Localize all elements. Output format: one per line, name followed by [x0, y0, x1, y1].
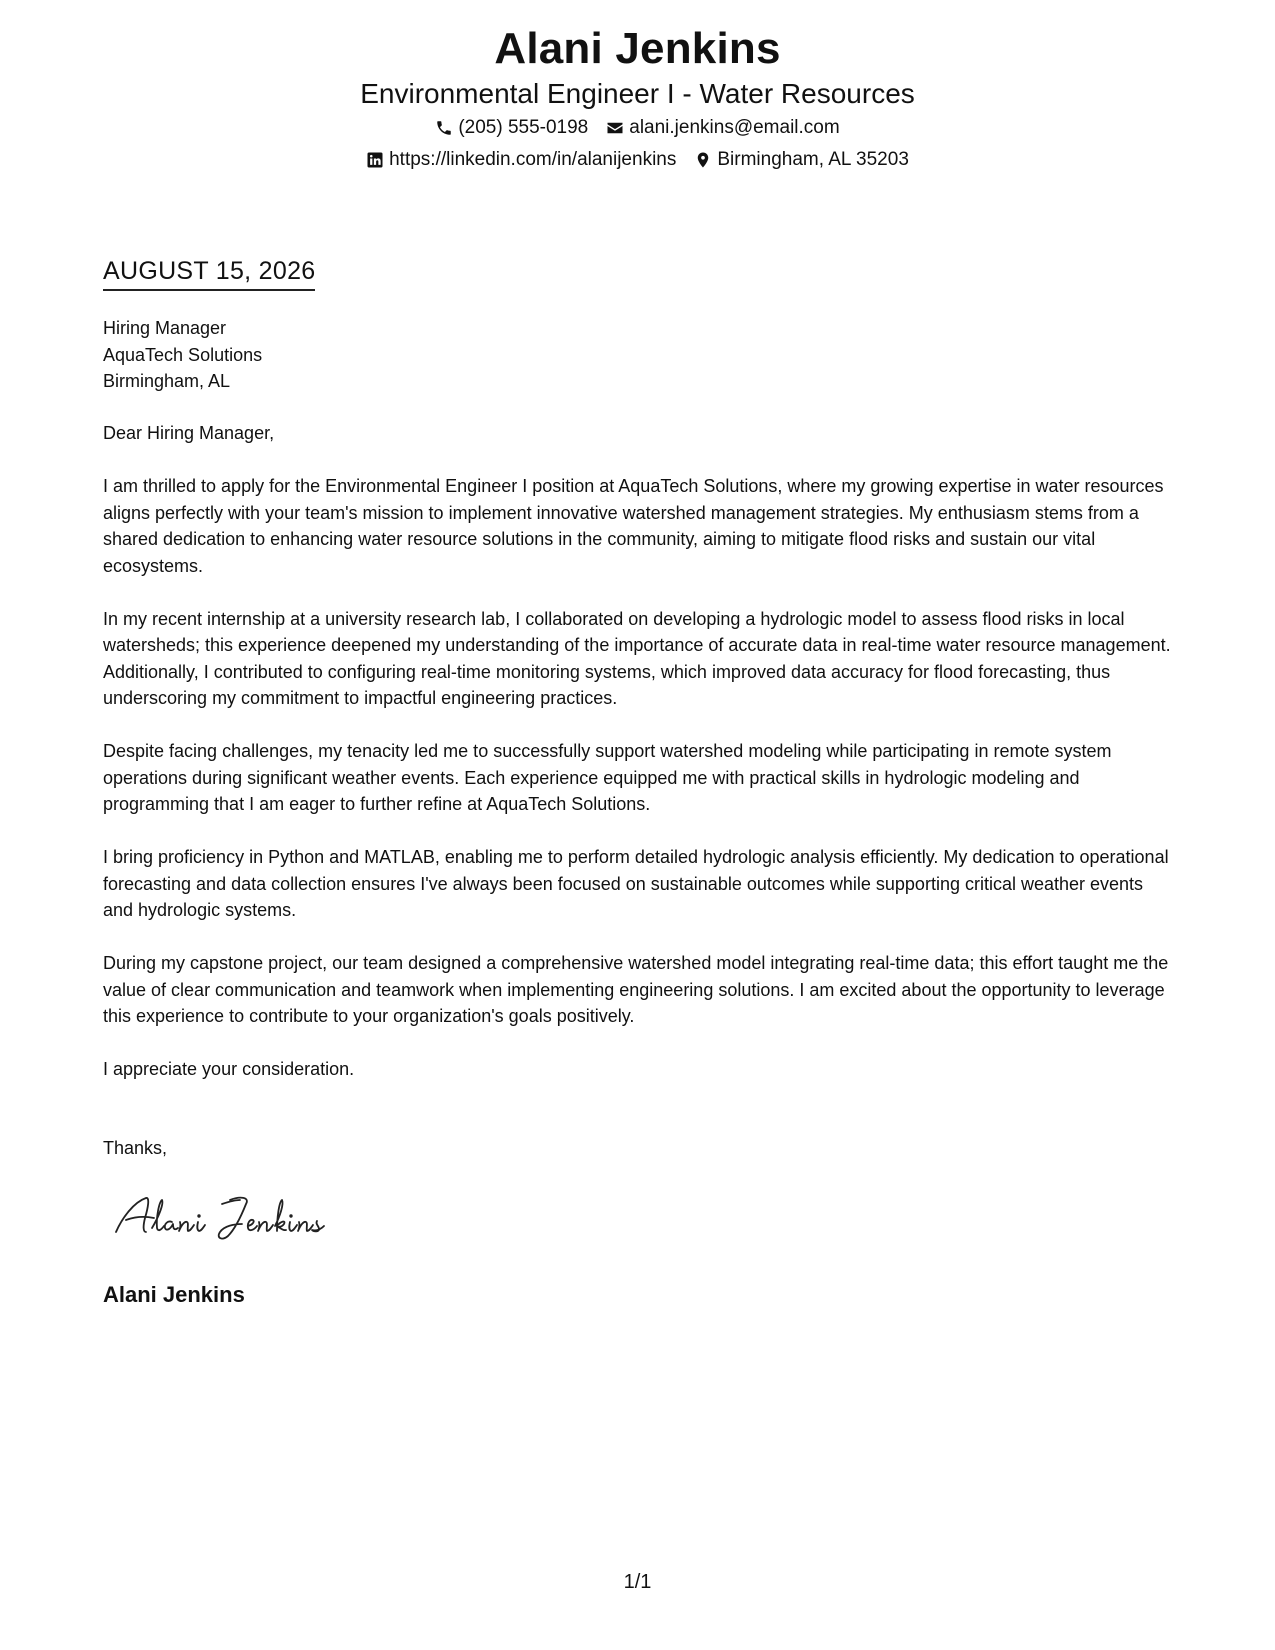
applicant-name: Alani Jenkins	[494, 24, 781, 73]
map-marker-icon	[694, 151, 712, 169]
body-paragraph: I bring proficiency in Python and MATLAB, enabling me to perform detailed hydrologic analysis efficiently. My dedication to operational forecasting and data collection ensures I've always been focused on sustainable outcomes while supporting critical weather events and hydrologic systems.	[103, 847, 1169, 920]
contact-row-2	[0, 144, 1275, 176]
body-paragraph: In my recent internship at a university research lab, I collaborated on developing a hydrologic model to assess flood risks in local watersheds; this experience deepened my understanding of the importance of accurate data in real-time water resource management. Additionally, I contributed to configuring real-time monitoring systems, which improved data accuracy for flood forecasting, thus underscoring my commitment to impactful engineering practices.	[103, 608, 1171, 708]
body-paragraph: Despite facing challenges, my tenacity led me to successfully support watershed modeling while participating in remote system operations during significant weather events. Each experience equipped me with practical skills in hydrologic modeling and programming that I am eager to further refine at AquaTech Solutions.	[103, 741, 1112, 814]
email-address: alani.jenkins@email.com	[629, 117, 840, 138]
recipient-company: AquaTech Solutions	[103, 344, 263, 365]
salutation: Dear Hiring Manager,	[103, 423, 275, 443]
recipient-location: Birmingham, AL	[103, 371, 231, 391]
letter-header	[0, 22, 1275, 176]
linkedin-icon	[366, 151, 384, 169]
phone-number: (205) 555-0198	[458, 117, 589, 138]
phone-icon	[435, 119, 453, 137]
email-contact	[606, 112, 839, 144]
location-contact	[694, 144, 909, 176]
signer-name: Alani Jenkins	[103, 1282, 245, 1307]
signature-drawing	[112, 1188, 362, 1248]
body-paragraph: During my capstone project, our team designed a comprehensive watershed model integrating real-time data; this effort taught me the value of clear communication and teamwork when implementing engineering solutions. I am excited about the opportunity to leverage this experience to contribute to your organization's goals positively.	[103, 953, 1169, 1026]
linkedin-url[interactable]: https://linkedin.com/in/alanijenkins	[389, 149, 677, 170]
applicant-title: Environmental Engineer I - Water Resources	[360, 78, 915, 109]
letter-body	[103, 420, 1178, 1109]
closing: Thanks,	[103, 1138, 168, 1158]
location-text: Birmingham, AL 35203	[717, 149, 909, 170]
linkedin-contact	[366, 144, 676, 176]
envelope-icon	[606, 119, 624, 137]
recipient-block	[103, 315, 262, 395]
handwritten-signature	[112, 1188, 362, 1248]
recipient-line: Hiring Manager	[103, 318, 227, 338]
phone-contact	[435, 112, 588, 144]
contact-row-1	[0, 112, 1275, 144]
letter-date: AUGUST 15, 2026	[103, 255, 315, 291]
page-number: 1/1	[623, 1571, 652, 1593]
body-paragraph: I appreciate your consideration.	[103, 1059, 355, 1079]
body-paragraph: I am thrilled to apply for the Environmental Engineer I position at AquaTech Solutions, where my growing expertise in water resources aligns perfectly with your team's mission to implement innovative watershed management strategies. My enthusiasm stems from a shared dedication to enhancing water resource solutions in the community, aiming to mitigate flood risks and sustain our vital ecosystems.	[103, 476, 1164, 576]
